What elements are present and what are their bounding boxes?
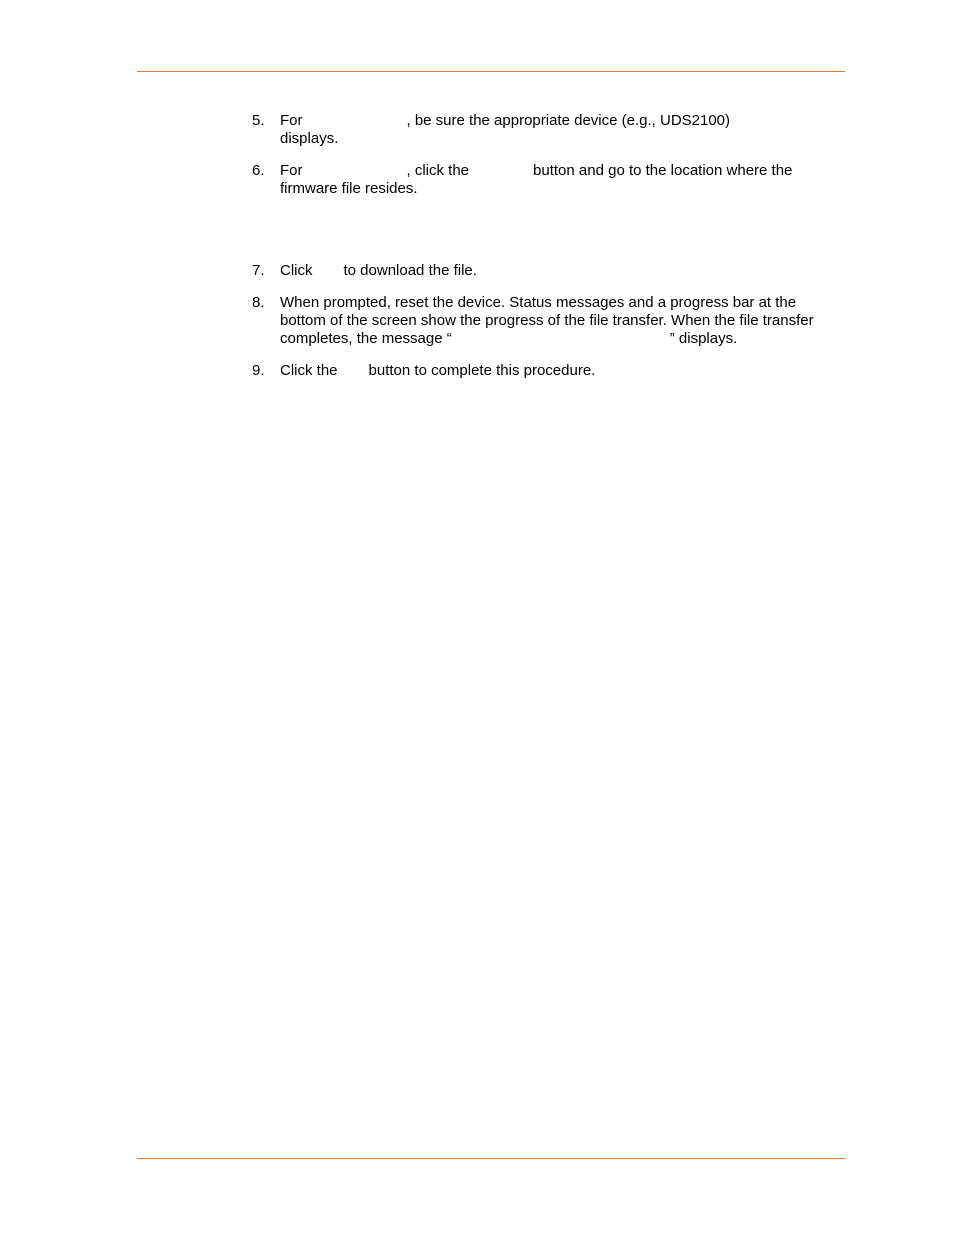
text-fragment: , click the <box>406 162 470 179</box>
text-fragment: to download the file. <box>343 262 477 279</box>
text-fragment: firmware file resides. <box>280 180 418 197</box>
step-line <box>280 294 850 312</box>
step-line <box>280 180 850 198</box>
step-number: 7. <box>252 262 265 279</box>
footer-rule <box>137 1158 845 1159</box>
step-line <box>280 262 850 280</box>
step-line <box>280 312 850 330</box>
step-text <box>280 162 850 198</box>
text-fragment: button and go to the location where the <box>533 162 793 179</box>
header-rule <box>137 71 845 72</box>
text-fragment: ” displays. <box>669 330 738 347</box>
text-fragment: Click <box>280 262 313 279</box>
step-line <box>280 330 850 348</box>
step-number: 6. <box>252 162 265 179</box>
step-text <box>280 262 850 280</box>
text-fragment: bottom of the screen show the progress of the file transfer. When the file transfer <box>280 312 814 329</box>
text-fragment: completes, the message “ <box>280 330 452 347</box>
step-number: 8. <box>252 294 265 311</box>
text-fragment: button to complete this procedure. <box>368 362 596 379</box>
text-fragment: For <box>280 162 303 179</box>
text-fragment: When prompted, reset the device. Status messages and a progress bar at the <box>280 294 797 311</box>
step-text <box>280 294 850 348</box>
step-text <box>280 112 850 148</box>
step-number: 9. <box>252 362 265 379</box>
step-number: 5. <box>252 112 265 129</box>
text-fragment: , be sure the appropriate device (e.g., UDS2100) <box>406 112 731 129</box>
step-text <box>280 362 850 380</box>
text-fragment: For <box>280 112 303 129</box>
text-fragment: Click the <box>280 362 338 379</box>
step-line <box>280 130 850 148</box>
text-fragment: displays. <box>280 130 339 147</box>
step-line <box>280 162 850 180</box>
step-line <box>280 112 850 130</box>
step-line <box>280 362 850 380</box>
